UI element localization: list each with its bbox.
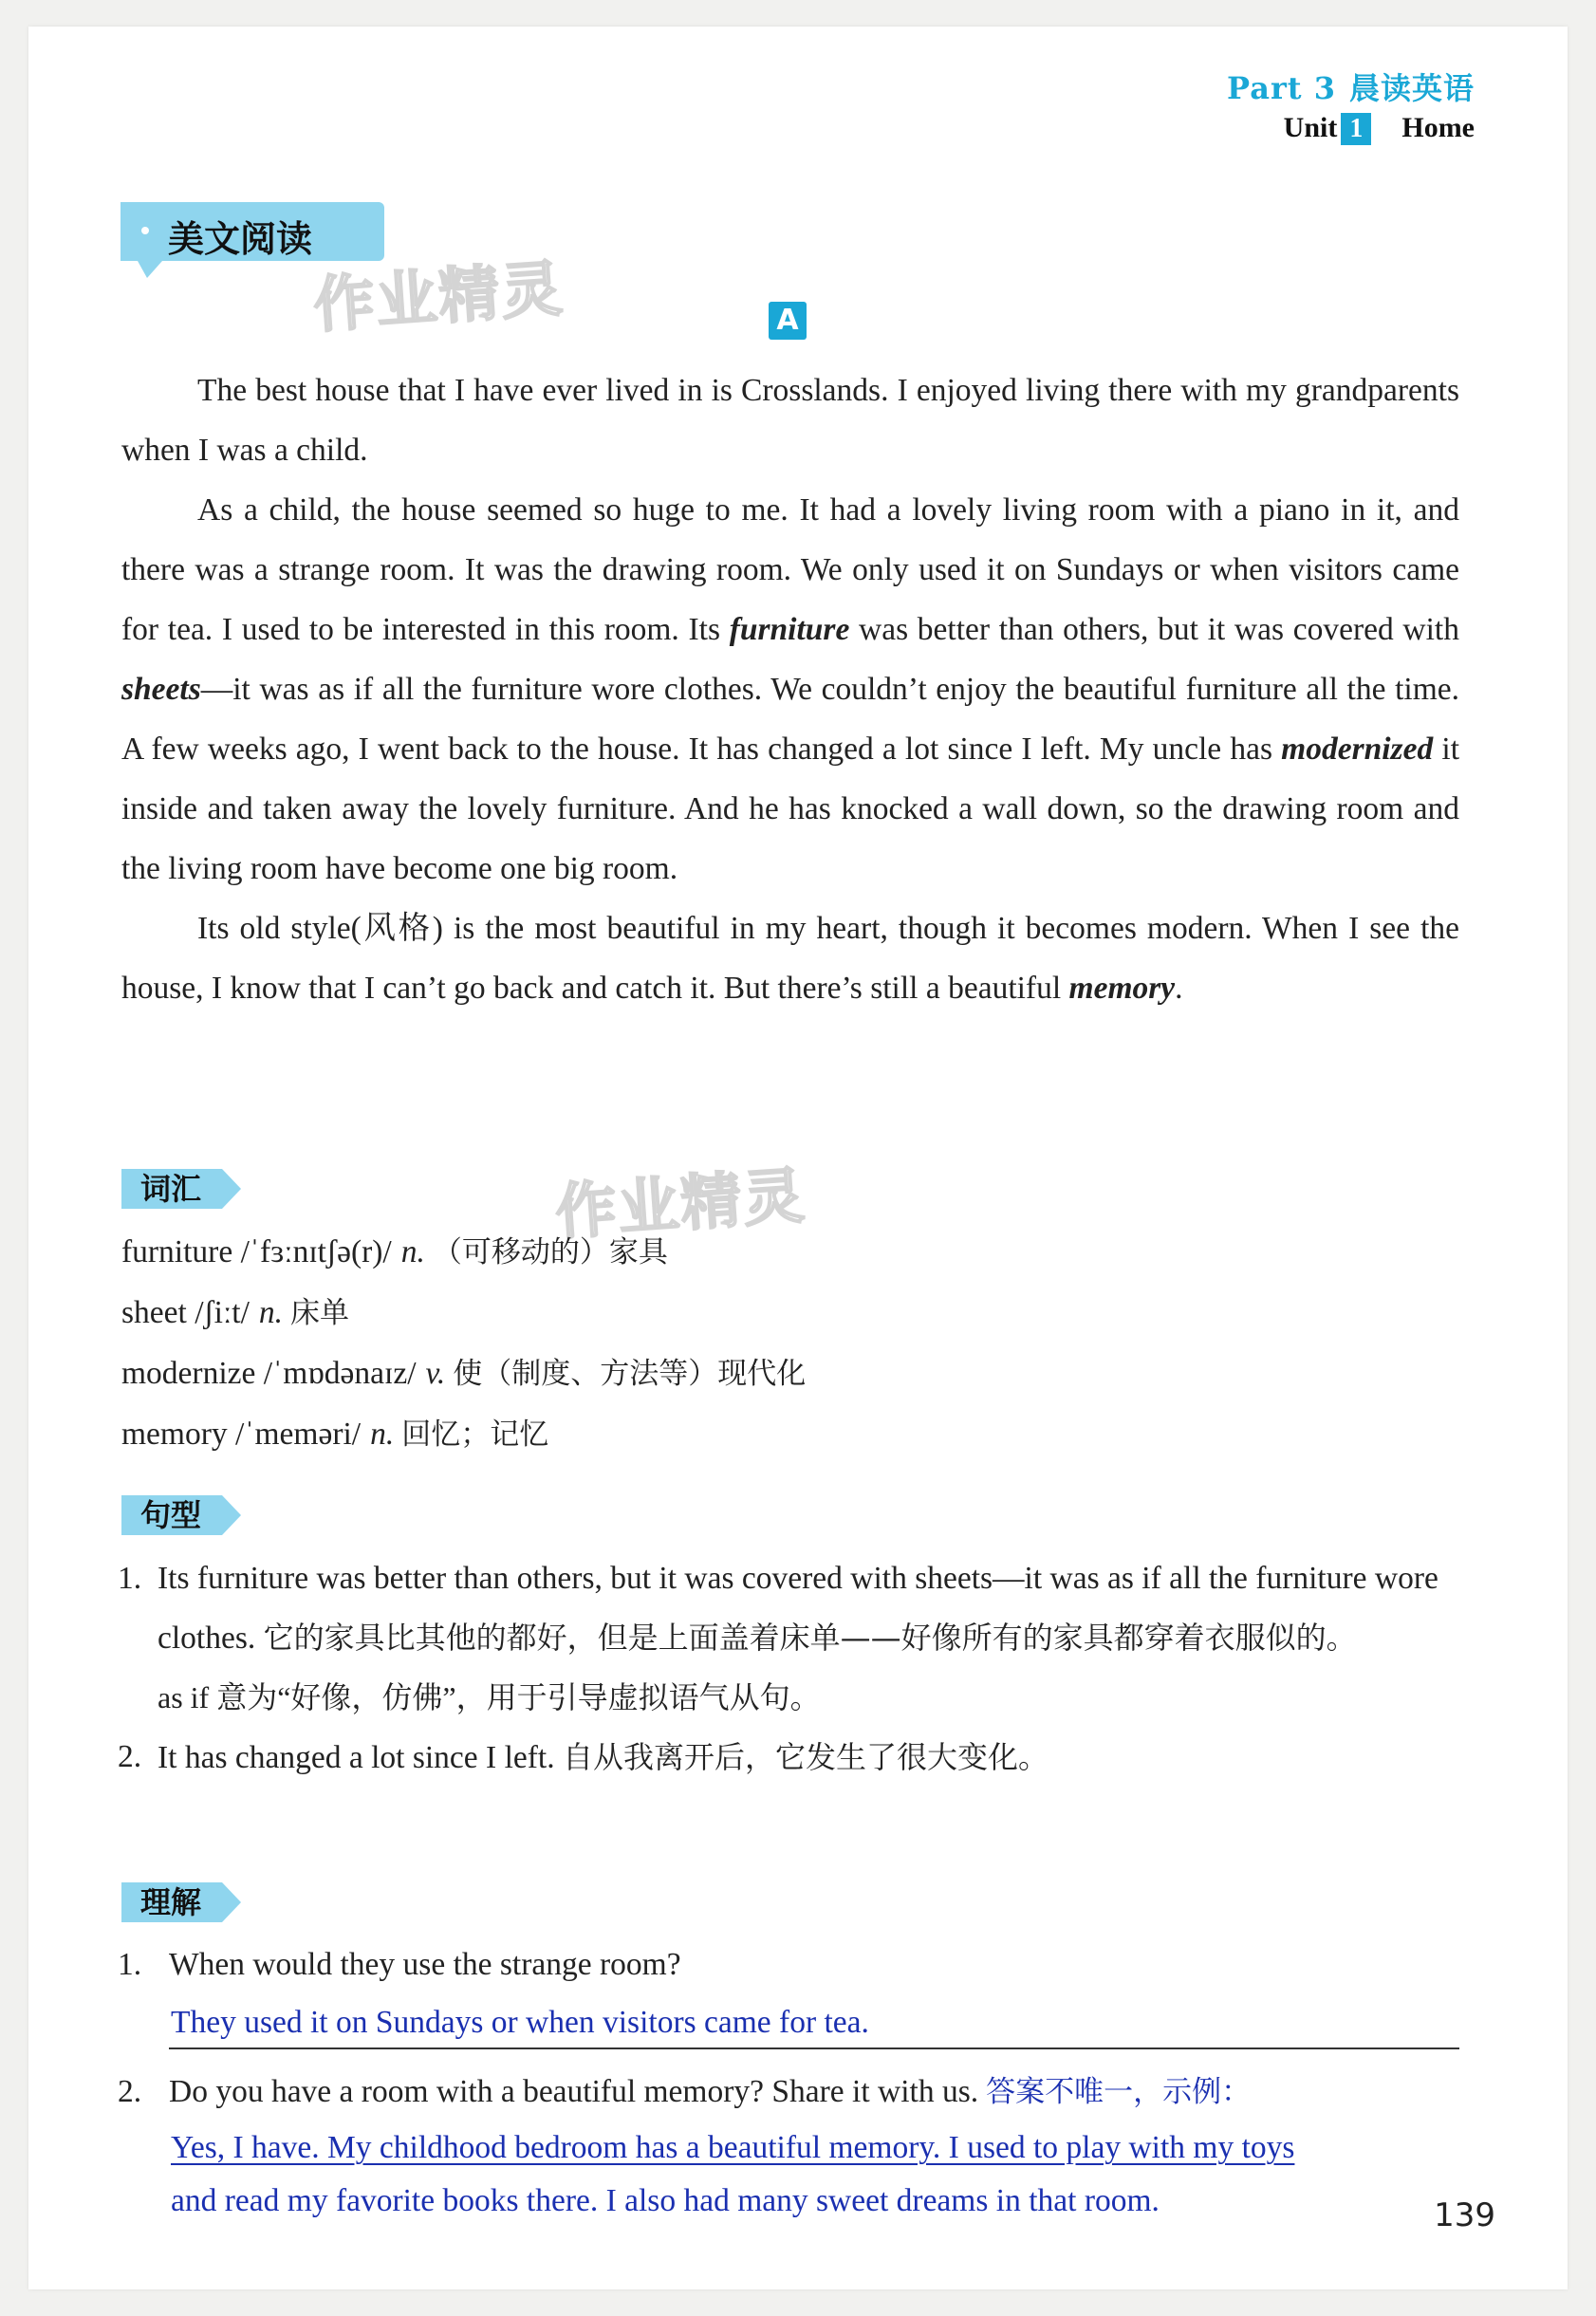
sentence-item: 1. Its furniture was better than others, but it was covered with sheets—it was as if all the furniture wore clothes. 它的家具比其他的都好，但是上面盖着床单——好像所有的家具都穿着衣服似的。 as if 意为“好像，仿佛”，用于引导虚拟语气从句。: [118, 1561, 1438, 1714]
keyword-memory: memory: [1068, 971, 1176, 1006]
section-banner: 美文阅读: [121, 202, 384, 261]
keyword-sheets: sheets: [121, 672, 201, 707]
watermark-top: 作业精灵: [311, 253, 566, 343]
vocab-item: modernize /ˈmɒdənaɪz/ v. 使（制度、方法等）现代化: [121, 1356, 807, 1391]
passage: [121, 361, 1459, 1018]
vocab-list: [121, 1222, 806, 1465]
answer-1: They used it on Sundays or when visitors came for tea.: [169, 1994, 1459, 2049]
header-part: Part 3 晨读英语: [1227, 70, 1475, 106]
passage-paragraph-2: As a child, the house seemed so huge to me. It had a lovely living room with a piano in it, and there was a strange room. It was the drawing room. We only used it on Sundays or when visitors came for tea. I used to be interested in this room. Its furniture was better than others, but it was covered with sheets—it was as if all the furniture wore clothes. We couldn’t enjoy the beautiful furniture all the time. A few weeks ago, I went back to the house. It has changed a lot since I left. My uncle has modernized it inside and taken away the lovely furniture. And he has knocked a wall down, so the drawing room and the living room have become one big room.: [121, 492, 1459, 886]
passage-paragraph-3: Its old style(风格) is the most beautiful in my heart, though it becomes modern. When I see the house, I know that I can’t go back and catch it. But there’s still a beautiful memory.: [121, 911, 1459, 1006]
question-list: [118, 1936, 1459, 2228]
unit-number-badge: 1: [1341, 113, 1371, 145]
header-unit: Unit 1 Home: [1283, 112, 1475, 143]
sentence-item: 2. It has changed a lot since I left. 自从我离开后，它发生了很大变化。: [118, 1739, 1049, 1775]
passage-label: A: [769, 302, 807, 340]
sentence-note: as if 意为“好像，仿佛”，用于引导虚拟语气从句。: [158, 1680, 821, 1714]
watermark-middle: 作业精灵: [553, 1160, 808, 1250]
keyword-modernized: modernized: [1281, 732, 1434, 767]
comprehension-tag: 理解: [121, 1882, 222, 1922]
keyword-furniture: furniture: [729, 612, 850, 647]
answer-2: Yes, I have. My childhood bedroom has a beautiful memory. I used to play with my toys and read my favorite books there. I also had many sweet dreams in that room.: [171, 2130, 1295, 2218]
sentences-tag: 句型: [121, 1495, 222, 1535]
vocab-tag: 词汇: [121, 1169, 222, 1209]
question-1: 1. When would they use the strange room?: [118, 1947, 681, 1982]
passage-paragraph-1: The best house that I have ever lived in is Crosslands. I enjoyed living there with my grandparents when I was a child.: [121, 373, 1459, 468]
sentence-list: [118, 1549, 1459, 1788]
vocab-item: furniture /ˈfɜːnɪtʃə(r)/ n. （可移动的）家具: [121, 1234, 668, 1269]
answer-hint: 答案不唯一，示例：: [986, 2075, 1252, 2109]
banner-dot: [141, 227, 149, 234]
vocab-item: sheet /ʃiːt/ n. 床单: [121, 1295, 350, 1330]
page-number: 139: [1434, 2196, 1495, 2234]
vocab-item: memory /ˈmeməri/ n. 回忆；记忆: [121, 1417, 549, 1452]
question-2: 2. Do you have a room with a beautiful memory? Share it with us. 答案不唯一，示例：: [118, 2074, 1252, 2109]
